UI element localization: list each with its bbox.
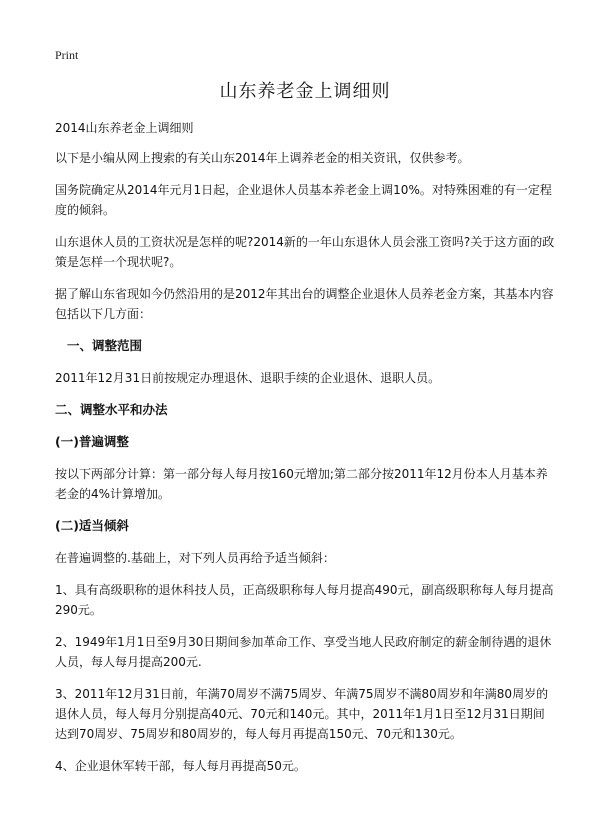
- subsection-heading-preferential: (二)适当倾斜: [55, 518, 129, 533]
- intro-paragraph: 以下是小编从网上搜索的有关山东2014年上调养老金的相关资讯，仅供参考。: [55, 151, 470, 165]
- section-heading-adjustment: 二、调整水平和办法: [55, 402, 168, 417]
- list-item: 2、1949年1月1日至9月30日期间参加革命工作、享受当地人民政府制定的薪金制待遇的退休人员，每人每月提高200元.: [55, 635, 552, 669]
- subsection-text-general: 按以下两部分计算：第一部分每人每月按160元增加;第二部分按2011年12月份本人月基本养老金的4%计算增加。: [55, 467, 548, 501]
- question-paragraph: 山东退休人员的工资状况是怎样的呢?2014新的一年山东退休人员会涨工资吗?关于这方面的政策是怎样一个现状呢?。: [55, 235, 555, 269]
- print-link[interactable]: Print: [55, 48, 79, 62]
- list-item: 3、2011年12月31日前，年满70周岁不满75周岁、年满75周岁不满80周岁和年满80周岁的退休人员，每人每月分别提高40元、70元和140元。其中，2011年1月1日至12月31日期间达到70周岁、75周岁和80周岁的，每人每月再提高150元、70元和130元。: [55, 687, 549, 741]
- article-body: [55, 80, 555, 788]
- scheme-paragraph: 据了解山东省现如今仍然沿用的是2012年其出台的调整企业退休人员养老金方案，其基本内容包括以下几方面：: [55, 287, 554, 321]
- policy-paragraph: 国务院确定从2014年元月1日起，企业退休人员基本养老金上调10%。对特殊困难的有一定程度的倾斜。: [55, 183, 552, 217]
- list-item: 4、企业退休军转干部，每人每月再提高50元。: [55, 759, 306, 773]
- section-text-scope: 2011年12月31日前按规定办理退休、退职手续的企业退休、退职人员。: [55, 371, 441, 385]
- section-heading-scope: 一、调整范围: [67, 338, 143, 353]
- page-title: 山东养老金上调细则: [219, 81, 391, 102]
- article-subtitle: 2014山东养老金上调细则: [55, 121, 194, 135]
- subsection-intro-preferential: 在普遍调整的.基础上，对下列人员再给予适当倾斜：: [55, 551, 335, 565]
- list-item: 1、具有高级职称的退休科技人员，正高级职称每人每月提高490元，副高级职称每人每月提高290元。: [55, 583, 554, 617]
- subsection-heading-general: (一)普遍调整: [55, 434, 129, 449]
